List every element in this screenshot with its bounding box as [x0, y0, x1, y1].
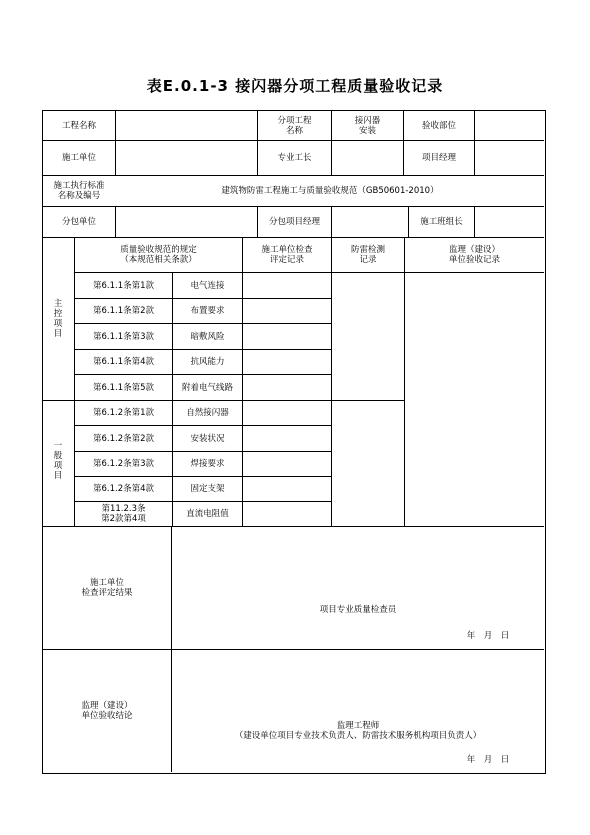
main-item-clause: 第6.1.1条第5款: [92, 382, 155, 393]
main-item-name: 布置要求: [190, 306, 225, 316]
construction-date: 年 月 日: [466, 631, 510, 641]
sub-pm-label: 分包项目经理: [268, 217, 320, 227]
main-item-clause: 第6.1.1条第3款: [92, 331, 155, 342]
main-item-clause: 第6.1.1条第2款: [92, 306, 155, 316]
page-title: 表E.0.1-3 接闪器分项工程质量验收记录: [146, 77, 444, 95]
general-item-name: 焊接要求: [190, 459, 225, 469]
main-item-name: 抗风能力: [190, 357, 225, 367]
project-manager-label: 项目经理: [421, 153, 456, 163]
general-item-name: 安装状况: [190, 433, 225, 444]
project-name-field[interactable]: [116, 111, 257, 140]
acceptance-part-label: 验收部位: [421, 120, 456, 131]
general-item-name: 直流电阻值: [186, 509, 229, 519]
general-item-clause: 第6.1.2条第2款: [92, 433, 155, 444]
team-leader-label: 施工班组长: [420, 217, 463, 227]
construction-unit-label: 施工单位: [61, 153, 96, 163]
general-item-name: 自然接闪器: [186, 408, 229, 418]
supervision-date: 年 月 日: [466, 755, 510, 765]
general-item-name: 固定支架: [190, 484, 225, 494]
sub-project-label: 分项工程 名称: [277, 115, 312, 136]
subcontractor-label: 分包单位: [61, 217, 96, 227]
acceptance-form: [42, 110, 546, 774]
construction-result-label: 施工单位 检查评定结果: [81, 578, 133, 598]
team-leader-field[interactable]: [475, 207, 544, 237]
standard-label: 施工执行标准 名称及编号: [53, 181, 105, 201]
foreman-label: 专业工长: [277, 153, 312, 163]
column-header-lightning-check: 防雷检测 记录: [350, 245, 385, 265]
main-item-clause: 第6.1.1条第4款: [92, 357, 155, 367]
quality-inspector-label: 项目专业质量检查员: [319, 605, 397, 615]
project-name-label: 工程名称: [61, 120, 96, 131]
main-item-clause: 第6.1.1条第1款: [92, 280, 155, 291]
acceptance-part-field[interactable]: [475, 111, 544, 140]
main-items-label: 主控项目: [53, 299, 63, 339]
supervision-result-label: 监理（建设） 单位验收结论: [81, 701, 133, 721]
general-item-clause: 第11.2.3条 第2款第4项: [101, 504, 146, 524]
general-items-label: 一般项目: [53, 441, 63, 481]
column-header-spec: 质量验收规范的规定 （本规范相关条款）: [120, 245, 197, 265]
subcontractor-field[interactable]: [116, 207, 257, 237]
general-item-clause: 第6.1.2条第3款: [92, 459, 155, 469]
foreman-field[interactable]: [332, 141, 403, 175]
sub-pm-field[interactable]: [332, 207, 408, 237]
main-item-name: 暗敷风险: [190, 331, 225, 342]
standard-value: 建筑物防雷工程施工与质量验收规范（GB50601-2010）: [221, 186, 439, 196]
sub-project-value: 接闪器 安装: [354, 115, 381, 136]
main-item-name: 电气连接: [190, 280, 225, 291]
supervision-engineer-label: 监理工程师 （建设单位项目专业技术负责人、防雷技术服务机构项目负责人）: [234, 721, 482, 741]
general-item-clause: 第6.1.2条第4款: [92, 484, 155, 494]
column-header-construction-check: 施工单位检查 评定记录: [261, 245, 313, 265]
general-item-clause: 第6.1.2条第1款: [92, 408, 155, 418]
construction-unit-field[interactable]: [116, 141, 257, 175]
project-manager-field[interactable]: [475, 141, 544, 175]
main-item-name: 附着电气线路: [181, 382, 233, 393]
column-header-supervision: 监理（建设） 单位验收记录: [448, 245, 500, 265]
